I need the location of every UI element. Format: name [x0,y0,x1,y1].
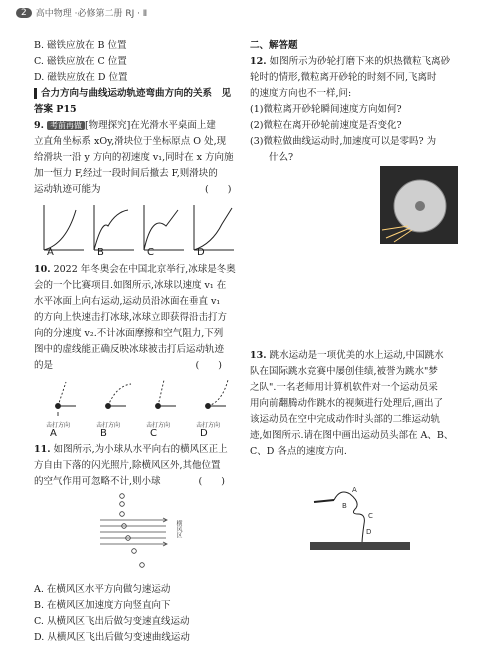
page-number: 2 [16,8,32,18]
puck-label-d: D [200,428,208,439]
q12-line: 的速度方向也不一样,问: [250,88,352,99]
q10-line: 的方向上快速击打冰球,冰球立即获得沿击打方 [34,312,228,323]
q12-line: 轮时的情形,微粒离开砂轮的时刻不同,飞离时 [250,72,437,83]
graph-label-b: B [97,247,104,258]
q9-line: 加一恒力 F,经过一段时间后撤去 F,则滑块的 [34,168,218,179]
q13-line-1: 13. 跳水运动是一项优美的水上运动,中国跳水 [250,350,444,361]
hit-direction-label: 击打方向 [46,422,71,429]
q13-line: 之队".一名老师用计算机软件对一个运动员采 [250,382,438,393]
q12-sub-3-cont: 什么? [250,152,294,163]
graph-d [194,205,234,250]
pool [310,542,410,550]
q9-line-1: 9. 考前再做 [物理探究]在光滑水平桌面上建 [34,120,216,131]
right-column [250,38,460,166]
q10-block [34,262,240,374]
graph-b [94,205,134,250]
q12-sub-1: (1)微粒离开砂轮瞬间速度方向如何? [250,104,402,115]
q12-sub-3: (3)微粒做曲线运动时,加速度可以是零吗? 为 [250,136,437,147]
head-trajectory [334,492,364,544]
hit-direction-label: 击打方向 [96,422,121,429]
graph-label-d: D [197,247,205,258]
q10-puck-diagrams [36,376,236,418]
graph-label-a: A [47,247,54,258]
q11-option-b: B. 在横风区加速度方向竖直向下 [34,600,171,611]
q10-line: 图中的虚线能正确反映冰球被击打后运动轨迹 [34,344,225,355]
q13-line: 该运动员在空中完成动作时头部的二维运动轨 [250,414,441,425]
puck-diagram-c [156,380,177,409]
q13-line: C、D 各点的速度方向. [250,446,347,457]
q10-line: 会的一个比赛项目.如图所示,冰球以速度 v₁ 在 [34,280,227,291]
q13-line: 迹,如图所示.请在图中画出运动员头部在 A、B、 [250,430,454,441]
q9-line: 运动轨迹可能为 ( ) [34,184,232,195]
diving-trajectory-diagram [300,484,420,556]
q10-line: 的是 ( ) [34,360,222,371]
puck-diagram-d [206,380,229,409]
wind-zone-label: 横风区 [175,520,182,538]
q11-block [34,442,240,490]
section-title: 二、解答题 [250,40,298,51]
puck-diagram-a [56,382,77,416]
graph-a [44,205,84,250]
q9-trajectory-graphs [36,200,236,264]
puck-label-a: A [50,428,57,439]
hit-direction-label: 击打方向 [146,422,171,429]
section-heading: 合力方向与曲线运动轨迹弯曲方向的关系 见 [34,86,240,102]
q10-line: 水平冰面上向右运动,运动员沿冰面在垂直 v₁ [34,296,221,307]
q11-option-a: A. 在横风区水平方向做匀速运动 [34,584,171,595]
point-label-b: B [342,502,347,510]
option-d: D. 磁铁应放在 D 位置 [34,72,128,83]
puck-diagram-b [106,384,132,409]
q9-line: 给滑块一沿 y 方向的初速度 v₁,同时在 x 方向施 [34,152,234,163]
q11-line: 的空气作用可忽略不计,则小球 ( ) [34,476,225,487]
grinding-wheel-photo [380,166,458,244]
puck-label-c: C [150,428,157,439]
header-text: 高中物理 ·必修第二册 RJ · Ⅱ [35,9,148,19]
q12-sub-2: (2)微粒在离开砂轮前速度是否变化? [250,120,402,131]
puck-label-b: B [100,428,107,439]
point-label-d: D [366,528,372,536]
review-tag: 考前再做 [47,121,85,130]
q11-option-d: D. 从横风区飞出后做匀变速曲线运动 [34,632,190,643]
hit-direction-label: 击打方向 [196,422,221,429]
q12-line-1: 12. 如图所示为砂轮打磨下来的炽热微粒飞离砂 [250,56,451,67]
option-b: B. 磁铁应放在 B 位置 [34,40,127,51]
section-answer-ref: 答案 P15 [34,104,77,115]
flash-balls [120,494,145,568]
q11-line-1: 11. 如图所示,为小球从水平向右的横风区正上 [34,444,228,455]
page-header [16,6,147,19]
q13-block [250,348,460,460]
point-label-c: C [368,512,373,520]
q11-line: 方自由下落的闪光照片,除横风区外,其他位置 [34,460,221,471]
q9-line: 立直角坐标系 xOy,滑块位于坐标原点 O 处,现 [34,136,227,147]
q11-options [34,582,240,646]
left-column [34,38,240,198]
section-marker [34,88,37,99]
wind-arrows [100,518,167,546]
diving-board [314,500,334,502]
q13-line: 队在国际跳水竞赛中屡创佳绩,被誉为跳水"梦 [250,366,438,377]
q10-line-1: 10. 2022 年冬奥会在中国北京举行,冰球是冬奥 [34,264,236,275]
point-label-a: A [352,486,357,494]
q11-option-c: C. 从横风区飞出后做匀变速直线运动 [34,616,190,627]
q13-line: 用向前翻腾动作跳水的视频进行处理后,画出了 [250,398,444,409]
option-c: C. 磁铁应放在 C 位置 [34,56,127,67]
graph-label-c: C [147,247,154,258]
graph-c [144,205,184,250]
q10-line: 向的分速度 v₂.不计冰面摩擦和空气阻力,下列 [34,328,224,339]
